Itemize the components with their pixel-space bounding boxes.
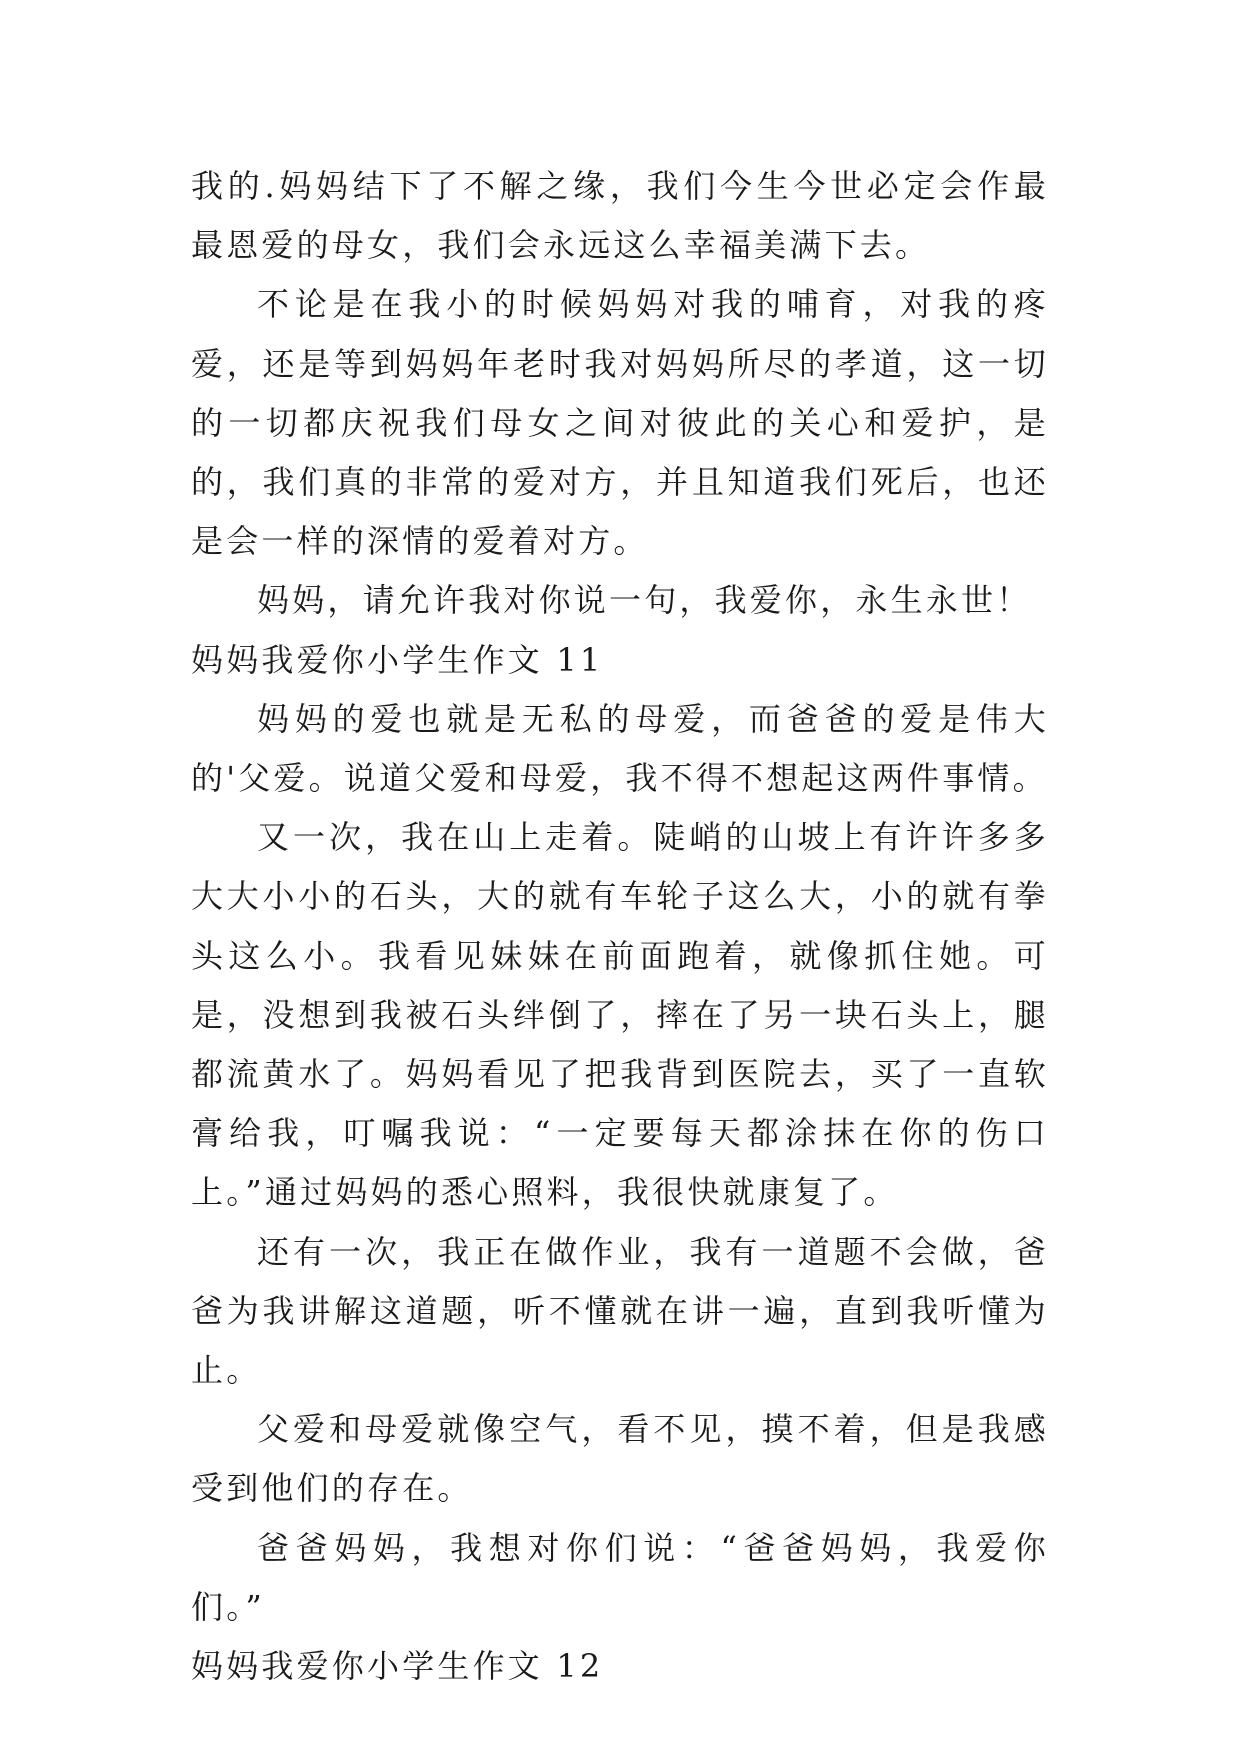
paragraph: 还有一次，我正在做作业，我有一道题不会做，爸爸为我讲解这道题，听不懂就在讲一遍，直到我听懂为止。 — [191, 1232, 1049, 1390]
paragraph: 爸爸妈妈，我想对你们说：“爸爸妈妈，我爱你们。” — [191, 1528, 1049, 1626]
paragraph: 妈妈，请允许我对你说一句，我爱你，永生永世！ — [257, 581, 1032, 620]
essay-body — [191, 157, 1049, 1696]
paragraph: 又一次，我在山上走着。陡峭的山坡上有许许多多大大小小的石头，大的就有车轮子这么大，小的就有拳头这么小。我看见妹妹在前面跑着，就像抓住她。可是，没想到我被石头绊倒了，摔在了另一块石头上，腿都流黄水了。妈妈看见了把我背到医院去，买了一直软膏给我，叮嘱我说：“一定要每天都涂抹在你的伤口上。”通过妈妈的悉心照料，我很快就康复了。 — [191, 818, 1049, 1212]
paragraph: 不论是在我小的时候妈妈对我的哺育，对我的疼爱，还是等到妈妈年老时我对妈妈所尽的孝道，这一切的一切都庆祝我们母女之间对彼此的关心和爱护，是的，我们真的非常的爱对方，并且知道我们死后，也还是会一样的深情的爱着对方。 — [191, 285, 1049, 561]
paragraph-continuation: 我的.妈妈结下了不解之缘，我们今生今世必定会作最最恩爱的母女，我们会永远这么幸福美满下去。 — [191, 167, 1049, 265]
essay-heading: 妈妈我爱你小学生作文 12 — [191, 1647, 604, 1686]
essay-heading: 妈妈我爱你小学生作文 11 — [191, 640, 604, 679]
paragraph: 父爱和母爱就像空气，看不见，摸不着，但是我感受到他们的存在。 — [191, 1410, 1049, 1508]
paragraph: 妈妈的爱也就是无私的母爱，而爸爸的爱是伟大的'父爱。说道父爱和母爱，我不得不想起这两件事情。 — [191, 699, 1049, 798]
